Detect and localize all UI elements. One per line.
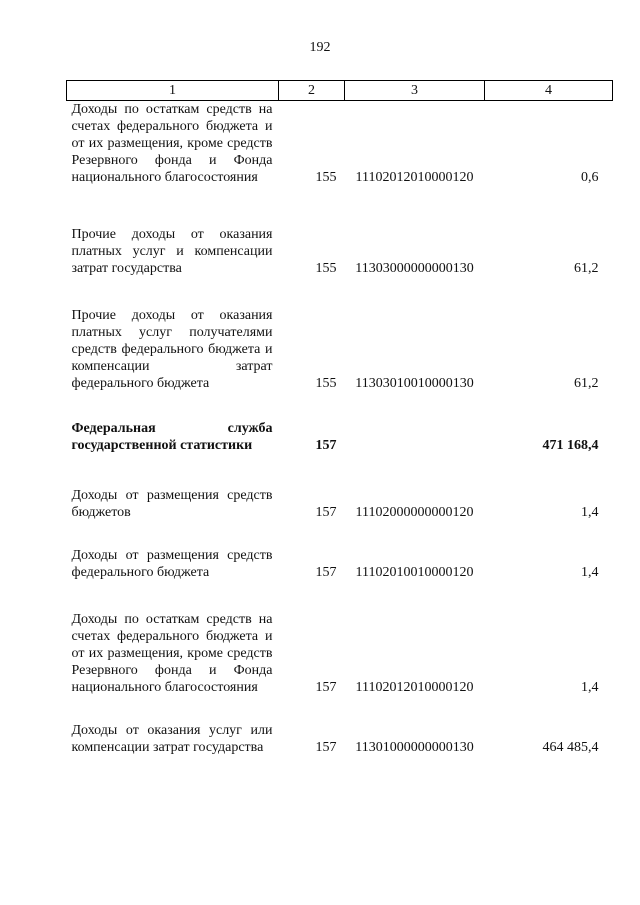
page-number: 192 [309,40,331,55]
row-admin-code: 155 [315,376,337,391]
row-amount: 471 168,4 [542,438,599,453]
row-name: Доходы по остаткам средств на счетах федерального бюджета и от их размещения, кроме средств Резервного фонда и Фонда национального благосостояния [71,102,273,185]
table-row [67,547,613,581]
table-row [67,487,613,521]
row-admin-code: 157 [315,565,337,580]
row-amount: 1,4 [581,565,599,580]
header-row [67,81,613,101]
row-spacer [67,581,613,611]
row-name: Доходы от оказания услуг или компенсации затрат государства [71,723,273,755]
row-name: Прочие доходы от оказания платных услуг и компенсации затрат государства [71,227,273,276]
row-spacer [67,392,613,420]
row-admin-code: 157 [315,505,337,520]
column-header: 1 [67,81,279,101]
row-amount: 464 485,4 [542,740,599,755]
row-classification-code: 11303010010000130 [355,376,474,391]
row-spacer [67,696,613,722]
row-name: Прочие доходы от оказания платных услуг получателями средств федерального бюджета и компенсации затрат федерального бюджета [71,308,273,391]
row-spacer [67,186,613,226]
row-amount: 1,4 [581,505,599,520]
budget-table [66,80,612,756]
row-classification-code [345,420,485,454]
row-amount: 1,4 [581,680,599,695]
row-spacer [67,277,613,307]
row-classification-code: 11301000000000130 [355,740,474,755]
table-row [67,722,613,756]
row-classification-code: 11102012010000120 [355,170,474,185]
column-header: 4 [485,81,613,101]
row-name: Федеральная служба государственной статистики [71,421,273,453]
row-name: Доходы от размещения средств бюджетов [71,488,273,520]
row-admin-code: 157 [315,740,337,755]
row-admin-code: 155 [315,170,337,185]
table-row [67,226,613,277]
table-row [67,307,613,392]
row-admin-code: 157 [315,680,337,695]
row-spacer [67,454,613,487]
row-admin-code: 155 [315,261,337,276]
row-name: Доходы от размещения средств федерального бюджета [71,548,273,580]
table-row [67,420,613,454]
table-row [67,101,613,187]
row-spacer [67,521,613,547]
row-classification-code: 11102012010000120 [355,680,474,695]
table-row [67,611,613,696]
column-header: 3 [345,81,485,101]
row-classification-code: 11102000000000120 [355,505,474,520]
row-amount: 61,2 [574,376,599,391]
row-classification-code: 11102010010000120 [355,565,474,580]
row-admin-code: 157 [315,438,337,453]
row-amount: 0,6 [581,170,599,185]
row-amount: 61,2 [574,261,599,276]
row-classification-code: 11303000000000130 [355,261,474,276]
column-header: 2 [279,81,345,101]
row-name: Доходы по остаткам средств на счетах федерального бюджета и от их размещения, кроме средств Резервного фонда и Фонда национального благосостояния [71,612,273,695]
